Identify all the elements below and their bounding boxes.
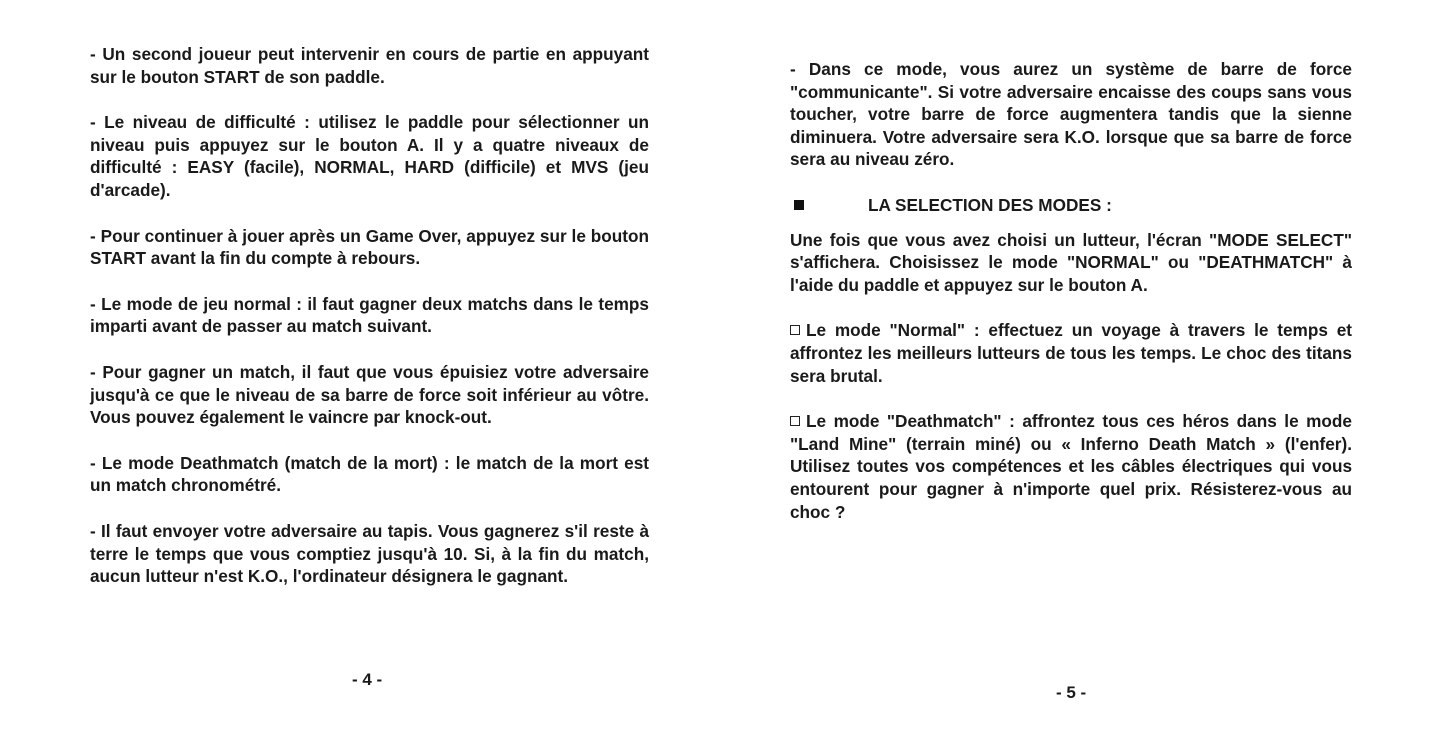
left-text-column [90, 43, 649, 611]
section-heading [790, 194, 1352, 217]
paragraph-mode-select: Une fois que vous avez choisi un lutteur, l'écran "MODE SELECT" s'affichera. Choisissez le mode "NORMAL" ou "DEATHMATCH" à l'aide du paddle et appuyez sur le bouton A. [790, 229, 1352, 295]
paragraph-deathmatch-mode-desc [790, 410, 1352, 523]
page-number-left: - 4 - [352, 670, 383, 689]
right-text-column [790, 58, 1352, 546]
paragraph-knockdown: - Il faut envoyer votre adversaire au tapis. Vous gagnerez s'il reste à terre le temps que vous comptiez jusqu'à 10. Si, à la fin du match, aucun lutteur n'est K.O., l'ordinateur désignera le gagnant. [90, 520, 649, 587]
paragraph-force-bar: - Dans ce mode, vous aurez un système de barre de force "communicante". Si votre adversaire encaisse des coups sans vous toucher, votre barre de force augmentera tandis que la sienne diminuera. Votre adversaire sera K.O. lorsque que sa barre de force sera au niveau zéro. [790, 59, 1352, 170]
checkbox-icon [790, 416, 800, 426]
paragraph-second-player: - Un second joueur peut intervenir en cours de partie en appuyant sur le bouton START de son paddle. [90, 44, 649, 87]
deathmatch-mode-text: Le mode "Deathmatch" : affrontez tous ces héros dans le mode "Land Mine" (terrain miné) ou « Inferno Death Match » (l'enfer). Utilisez toutes vos compétences et les câbles électriques qui vous entourent pour gagner à n'importe quel prix. Résisterez-vous au choc ? [790, 411, 1352, 522]
paragraph-difficulty: - Le niveau de difficulté : utilisez le paddle pour sélectionner un niveau puis appuyez sur le bouton A. Il y a quatre niveaux de difficulté : EASY (facile), NORMAL, HARD (difficile) et MVS (jeu d'arcade). [90, 112, 649, 200]
normal-mode-text: Le mode "Normal" : effectuez un voyage à travers le temps et affrontez les meilleurs lutteurs de tous les temps. Le choc des titans sera brutal. [790, 320, 1352, 386]
right-page [725, 0, 1451, 736]
paragraph-deathmatch: - Le mode Deathmatch (match de la mort) : le match de la mort est un match chronométré. [90, 452, 649, 496]
paragraph-normal-mode: - Le mode de jeu normal : il faut gagner deux matchs dans le temps imparti avant de passer au match suivant. [90, 293, 649, 337]
paragraph-continue: - Pour continuer à jouer après un Game Over, appuyez sur le bouton START avant la fin du compte à rebours. [90, 225, 649, 269]
page-number-right: - 5 - [1056, 683, 1087, 702]
paragraph-normal-mode-desc [790, 319, 1352, 387]
checkbox-icon [790, 325, 800, 335]
left-page [0, 0, 725, 736]
section-heading-text: LA SELECTION DES MODES : [868, 194, 1112, 215]
square-bullet-icon [794, 200, 804, 210]
paragraph-win-match: - Pour gagner un match, il faut que vous épuisiez votre adversaire jusqu'à ce que le niveau de sa barre de force soit inférieur au vôtre. Vous pouvez également le vaincre par knock-out. [90, 361, 649, 428]
